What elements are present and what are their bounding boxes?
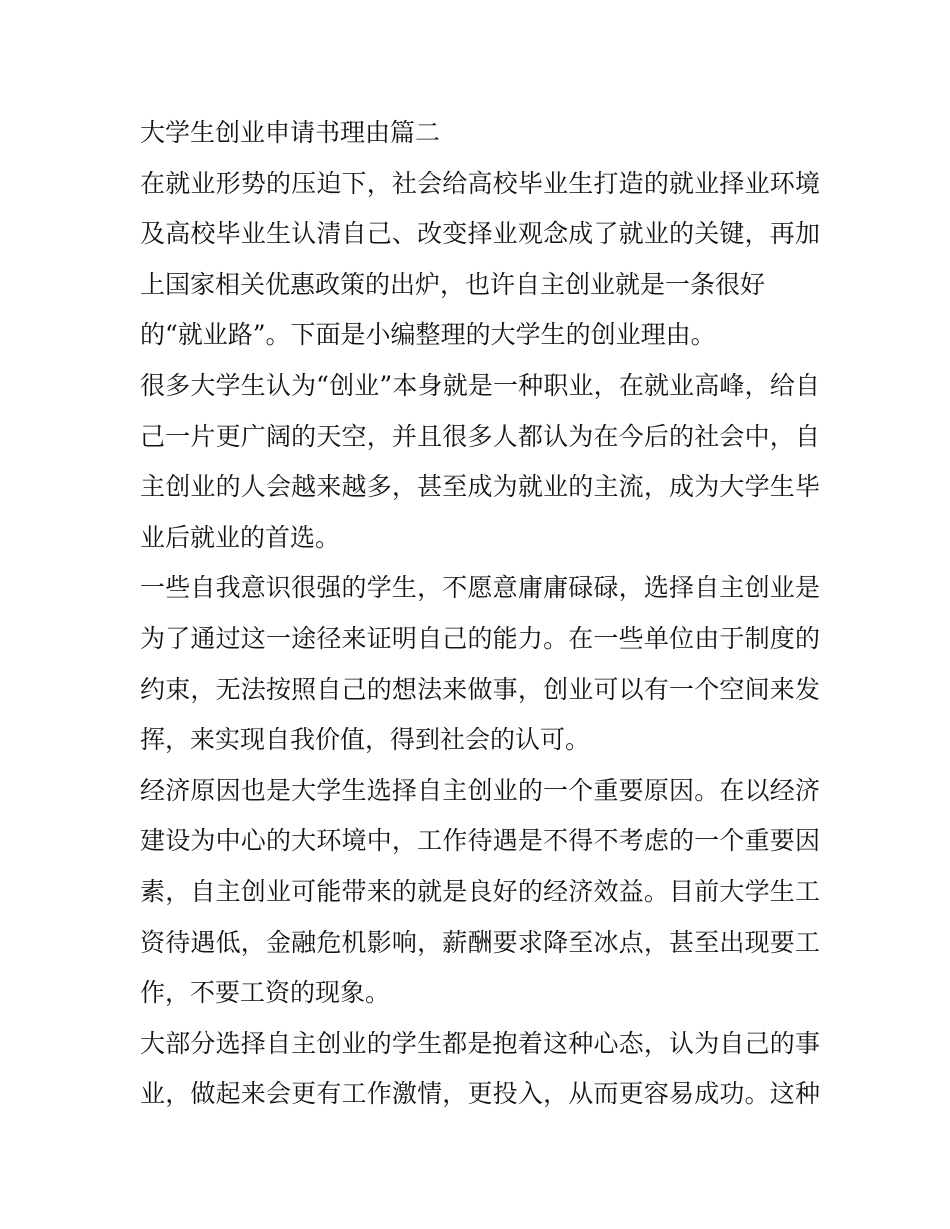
text-line: 素，自主创业可能带来的就是良好的经济效益。目前大学生工 [140,876,820,906]
text-line: 在就业形势的压迫下，社会给高校毕业生打造的就业择业环境 [140,168,820,198]
text-line: 主创业的人会越来越多，甚至成为就业的主流，成为大学生毕 [140,472,820,502]
text-line: 业后就业的首选。 [140,522,341,552]
text-line: 建设为中心的大环境中，工作待遇是不得不考虑的一个重要因 [140,826,820,856]
text-line: 大部分选择自主创业的学生都是抱着这种心态，认为自己的事 [140,1028,820,1058]
text-line: 挥，来实现自我价值，得到社会的认可。 [140,725,591,755]
text-line: 很多大学生认为“创业”本身就是一种职业，在就业高峰，给自 [140,370,820,400]
document-title: 大学生创业申请书理由篇二 [140,118,441,147]
text-line: 一些自我意识很强的学生，不愿意庸庸碌碌，选择自主创业是 [140,573,820,603]
text-line: 上国家相关优惠政策的出炉，也许自主创业就是一条很好 [140,269,766,299]
text-line: 约束，无法按照自己的想法来做事，创业可以有一个空间来发 [140,674,820,704]
document-body [140,108,820,1120]
text-line: 的“就业路”。下面是小编整理的大学生的创业理由。 [140,320,716,350]
text-line: 为了通过这一途径来证明自己的能力。在一些单位由于制度的 [140,623,820,653]
text-line: 业，做起来会更有工作激情，更投入，从而更容易成功。这种 [140,1079,820,1109]
text-line: 经济原因也是大学生选择自主创业的一个重要原因。在以经济 [140,775,820,805]
text-line: 资待遇低，金融危机影响，薪酬要求降至冰点，甚至出现要工 [140,927,820,957]
text-line: 及高校毕业生认清自己、改变择业观念成了就业的关键，再加 [140,219,820,249]
text-line: 作，不要工资的现象。 [140,978,391,1008]
text-line: 己一片更广阔的天空，并且很多人都认为在今后的社会中，自 [140,421,820,451]
